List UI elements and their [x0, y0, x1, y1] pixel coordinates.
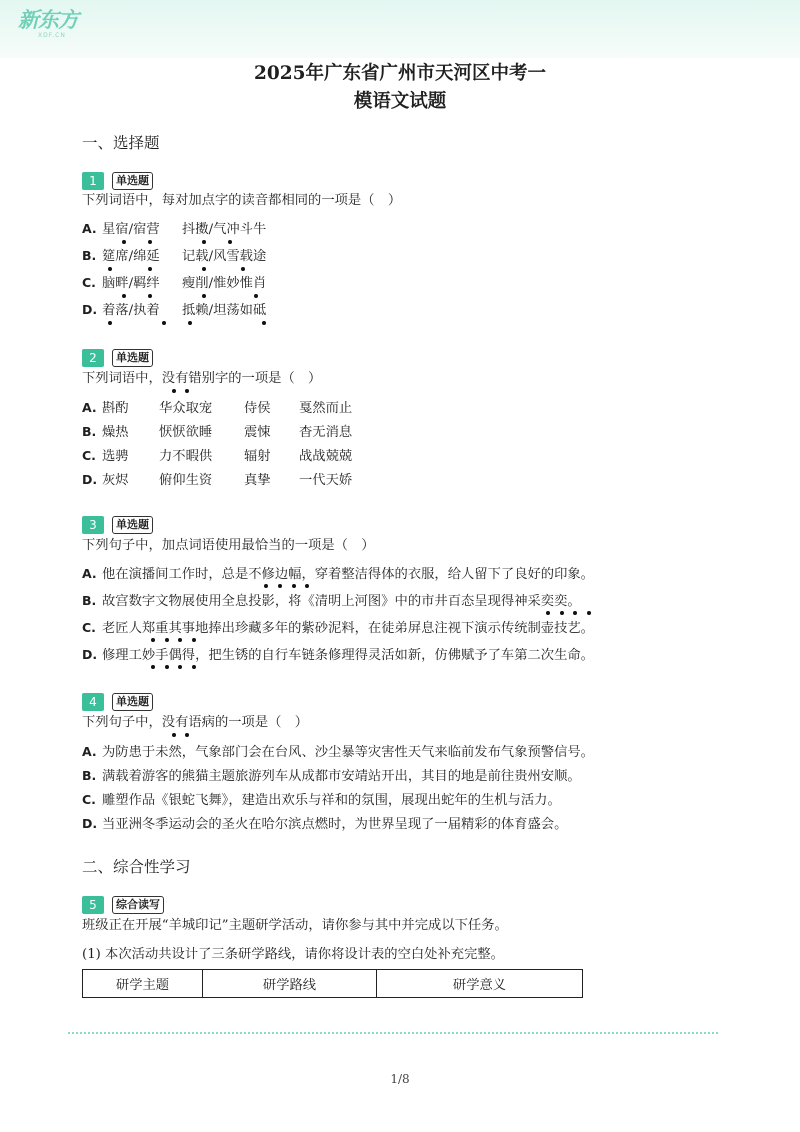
option-letter: B.: [82, 593, 97, 608]
emphasis-dot: [148, 294, 152, 298]
option-text: 满载着游客的熊猫主题旅游列车从成都市安靖站开出，其目的地是前往贵州安顺。: [102, 769, 581, 784]
emphasis-dot: [587, 611, 591, 615]
option-text: 为防患于未然，气象部门会在台风、沙尘暴等灾害性天气来临前发布气象预警信号。: [102, 745, 594, 760]
option-cell: 燥热: [102, 425, 129, 440]
q2-option-b[interactable]: [82, 422, 352, 443]
q4-option-b[interactable]: [82, 766, 581, 787]
emphasis-dot: [560, 611, 564, 615]
option-cell: 战战兢兢: [299, 449, 353, 464]
option-cell: 力不暇供: [159, 449, 213, 464]
logo-text: 新东方: [18, 8, 78, 32]
option-cell: 杳无消息: [299, 425, 353, 440]
option-cell: 侍侯: [244, 401, 271, 416]
question-type-tag: 单选题: [112, 516, 153, 534]
option-cell: 选骋: [102, 449, 129, 464]
document-title-line1: 2025年广东省广州市天河区中考一: [254, 63, 546, 84]
emphasis-dot: [185, 389, 189, 393]
emphasis-dot: [148, 240, 152, 244]
q1-option-b[interactable]: [82, 246, 266, 267]
q1-option-c[interactable]: [82, 273, 266, 294]
question-type-tag: 单选题: [112, 693, 153, 711]
option-letter: A.: [82, 744, 97, 759]
emphasis-dot: [278, 584, 282, 588]
option-letter: C.: [82, 620, 96, 635]
emphasis-dot: [148, 267, 152, 271]
emphasis-dot: [292, 584, 296, 588]
question-4-stem: 下列句子中，没有语病的一项是（ ）: [82, 715, 309, 730]
question-number: 3: [82, 516, 104, 534]
emphasis-dot: [151, 665, 155, 669]
emphasis-dot: [546, 611, 550, 615]
emphasis-dot: [188, 321, 192, 325]
option-letter: B.: [82, 768, 97, 783]
option-cell: 脑畔/羁绊: [102, 276, 160, 291]
option-text: 当亚洲冬季运动会的圣火在哈尔滨点燃时，为世界呈现了一届精彩的体育盛会。: [102, 817, 568, 832]
table-header-cell: 研学路线: [203, 970, 377, 998]
research-design-table: [82, 969, 583, 998]
option-letter: C.: [82, 792, 96, 807]
question-number: 5: [82, 896, 104, 914]
option-letter: D.: [82, 302, 98, 317]
page-number: 1/8: [390, 1072, 410, 1086]
option-cell: 瘦削/惟妙惟肖: [182, 276, 267, 291]
emphasis-dot: [254, 294, 258, 298]
option-letter: C.: [82, 448, 96, 463]
option-letter: A.: [82, 566, 97, 581]
option-cell: 抖擞/气冲斗牛: [182, 222, 267, 237]
q2-option-d[interactable]: [82, 470, 352, 491]
option-letter: D.: [82, 816, 98, 831]
question-5-subquestion: (1) 本次活动共设计了三条研学路线，请你将设计表的空白处补充完整。: [82, 947, 504, 962]
option-cell: 恹恹欲睡: [159, 425, 213, 440]
emphasis-dot: [178, 638, 182, 642]
emphasis-dot: [202, 267, 206, 271]
option-cell: 星宿/宿营: [102, 222, 160, 237]
emphasis-dot: [192, 665, 196, 669]
q3-option-d[interactable]: [82, 645, 594, 666]
table-header-row: [83, 970, 583, 998]
emphasis-dot: [165, 665, 169, 669]
logo-subtext: XDF.CN: [38, 32, 66, 39]
emphasis-dot: [122, 294, 126, 298]
option-cell: 辐射: [244, 449, 271, 464]
emphasis-dot: [241, 267, 245, 271]
question-2-header: [82, 348, 153, 368]
question-4-header: [82, 692, 153, 712]
q4-option-a[interactable]: [82, 742, 594, 763]
xdf-logo: [18, 8, 88, 48]
question-5-header: [82, 895, 164, 915]
option-letter: D.: [82, 472, 98, 487]
option-text: 老匠人郑重其事地捧出珍藏多年的紫砂泥料，在徒弟屏息注视下演示传统制壶技艺。: [102, 621, 594, 636]
question-number: 1: [82, 172, 104, 190]
q2-option-a[interactable]: [82, 398, 352, 419]
option-cell: 戛然而止: [299, 401, 353, 416]
emphasis-dot: [192, 638, 196, 642]
table-header-cell: 研学主题: [83, 970, 203, 998]
emphasis-dot: [172, 389, 176, 393]
question-number: 2: [82, 349, 104, 367]
question-type-tag: 单选题: [112, 349, 153, 367]
q1-option-d[interactable]: [82, 300, 266, 321]
emphasis-dot: [305, 584, 309, 588]
emphasis-dot: [162, 321, 166, 325]
emphasis-dot: [202, 294, 206, 298]
option-cell: 一代天娇: [299, 473, 353, 488]
header-band: [0, 0, 800, 58]
emphasis-dot: [185, 733, 189, 737]
question-3-stem: 下列句子中，加点词语使用最恰当的一项是（ ）: [82, 538, 375, 553]
option-cell: 俯仰生资: [159, 473, 213, 488]
document-title-line2: 模语文试题: [353, 91, 447, 112]
question-2-stem: 下列词语中，没有错别字的一项是（ ）: [82, 371, 322, 386]
option-text: 修理工妙手偶得，把生锈的自行车链条修理得灵活如新，仿佛赋予了车第二次生命。: [102, 648, 594, 663]
q1-option-a[interactable]: [82, 219, 266, 240]
option-cell: 斟酌: [102, 401, 129, 416]
option-cell: 真挚: [244, 473, 271, 488]
option-text: 雕塑作品《银蛇飞舞》，建造出欢乐与祥和的氛围，展现出蛇年的生机与活力。: [102, 793, 561, 808]
emphasis-dot: [228, 240, 232, 244]
emphasis-dot: [178, 665, 182, 669]
emphasis-dot: [108, 267, 112, 271]
option-letter: A.: [82, 400, 97, 415]
emphasis-dot: [262, 321, 266, 325]
option-letter: B.: [82, 424, 97, 439]
emphasis-dot: [108, 321, 112, 325]
option-cell: 灰烬: [102, 473, 129, 488]
q4-option-c[interactable]: [82, 790, 561, 811]
option-cell: 抵赖/坦荡如砥: [182, 303, 267, 318]
emphasis-dot: [264, 584, 268, 588]
emphasis-dot: [202, 240, 206, 244]
page-divider: [68, 1032, 718, 1034]
question-1-stem: 下列词语中，每对加点字的读音都相同的一项是（ ）: [82, 193, 402, 208]
option-text: 他在演播间工作时，总是不修边幅，穿着整洁得体的衣服，给人留下了良好的印象。: [102, 567, 594, 582]
question-5-stem: 班级正在开展“羊城印记”主题研学活动，请你参与其中并完成以下任务。: [82, 918, 508, 933]
emphasis-dot: [165, 638, 169, 642]
emphasis-dot: [172, 733, 176, 737]
question-type-tag: 单选题: [112, 172, 153, 190]
q3-option-a[interactable]: [82, 564, 594, 585]
option-cell: 震悚: [244, 425, 271, 440]
option-letter: A.: [82, 221, 97, 236]
q3-option-b[interactable]: [82, 591, 581, 612]
emphasis-dot: [151, 638, 155, 642]
question-number: 4: [82, 693, 104, 711]
option-cell: 着落/执着: [102, 303, 160, 318]
table-header-cell: 研学意义: [377, 970, 583, 998]
option-cell: 记载/风雪载途: [182, 249, 267, 264]
question-3-header: [82, 515, 153, 535]
option-cell: 华众取宠: [159, 401, 213, 416]
q2-option-c[interactable]: [82, 446, 352, 467]
question-type-tag: 综合读写: [112, 896, 164, 914]
option-letter: D.: [82, 647, 98, 662]
q4-option-d[interactable]: [82, 814, 567, 835]
emphasis-dot: [573, 611, 577, 615]
question-1-header: [82, 171, 153, 191]
emphasis-dot: [122, 240, 126, 244]
section-title-choice: 一、选择题: [82, 134, 160, 152]
option-cell: 筵席/绵延: [102, 249, 160, 264]
q3-option-c[interactable]: [82, 618, 594, 639]
option-letter: B.: [82, 248, 97, 263]
option-letter: C.: [82, 275, 96, 290]
section-title-comprehensive: 二、综合性学习: [82, 858, 191, 876]
option-text: 故宫数字文物展使用全息投影，将《清明上河图》中的市井百态呈现得神采奕奕。: [102, 594, 581, 609]
